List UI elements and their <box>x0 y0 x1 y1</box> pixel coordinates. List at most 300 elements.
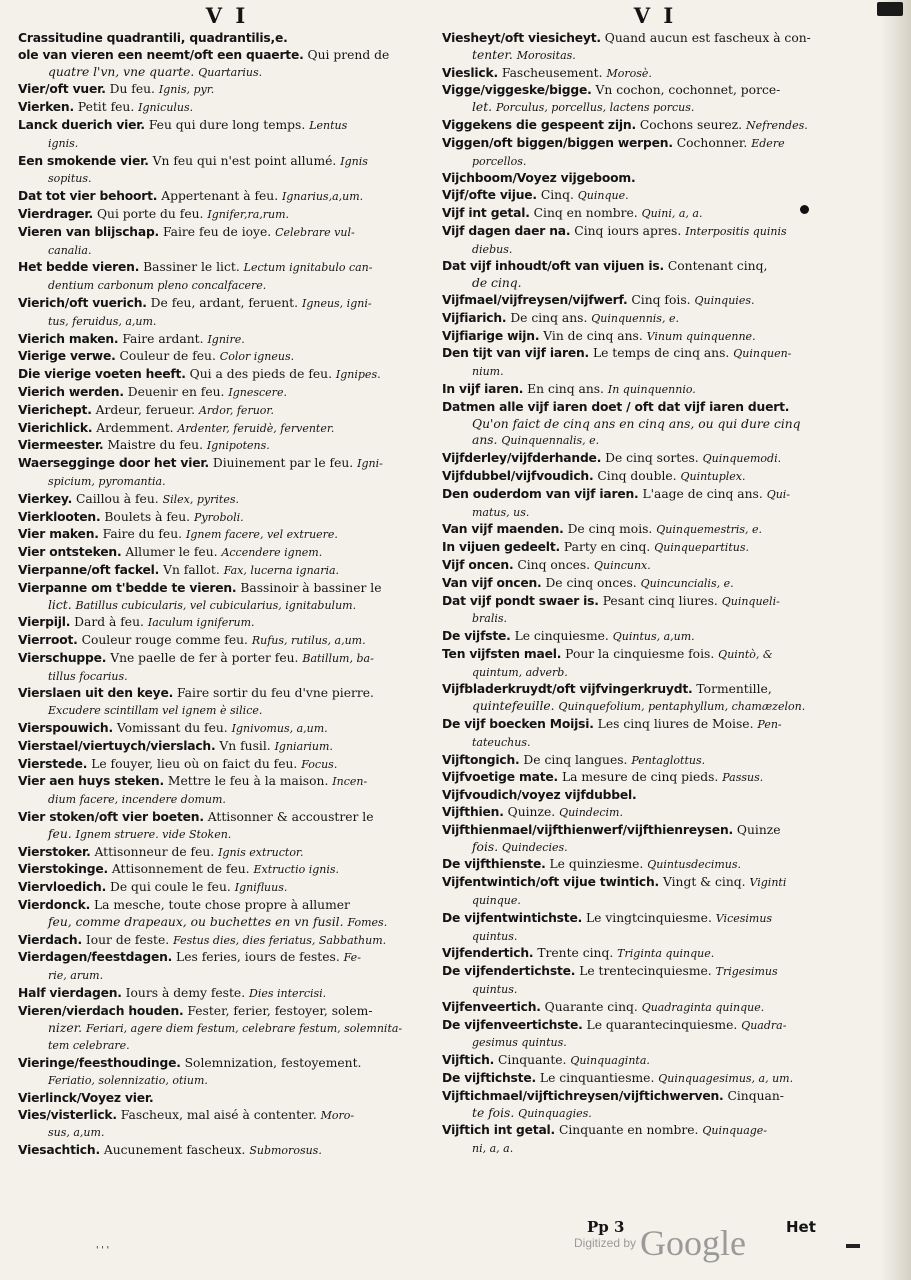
entry-french: Feu qui dure long temps. <box>148 117 306 132</box>
entry-headword: Viggekens die gespeent zijn. <box>442 117 636 132</box>
entry-latin: dium facere, incendere domum. <box>48 793 226 807</box>
entry-french: Solemnization, festoyement. <box>184 1056 362 1071</box>
entry-latin: Ignire. <box>207 332 245 346</box>
entry-continuation <box>18 791 436 809</box>
entry-headword: Vierpanne om t'bedde te vieren. <box>18 580 237 595</box>
entry-continuation <box>442 1140 868 1158</box>
entry-french: Diuinement par le feu. <box>212 456 354 471</box>
entry-french: Vn fusil. <box>219 738 271 753</box>
entry-latin: Pentaglottus. <box>631 753 706 767</box>
entry-continuation <box>442 698 868 716</box>
entry-latin: gesimus quintus. <box>472 1036 567 1050</box>
dictionary-entry <box>18 384 436 402</box>
entry-latin: Quinquies. <box>694 293 755 307</box>
dictionary-entry <box>18 224 436 242</box>
entry-latin: Pyroboli. <box>193 510 244 524</box>
entry-french: fois. <box>472 839 499 854</box>
entry-french: Vingt & cinq. <box>662 875 746 890</box>
entry-french: De cinq sortes. <box>605 451 699 466</box>
entry-french: Vn feu qui n'est point allumé. <box>152 153 337 168</box>
dictionary-entry <box>18 259 436 277</box>
entry-latin: Ignis <box>340 154 368 168</box>
entry-french: Iours à demy feste. <box>125 986 246 1001</box>
dictionary-entry <box>18 580 436 597</box>
entry-french: Le vingtcinquiesme. <box>586 910 712 925</box>
entry-latin: Fomes. <box>347 915 388 929</box>
entry-french: tenter. <box>472 47 513 62</box>
entry-latin: Ignipotens. <box>206 439 270 453</box>
entry-headword: Dat vijf inhoudt/oft van vijuen is. <box>442 259 664 274</box>
entry-headword: Van vijf oncen. <box>442 575 542 590</box>
entry-headword: Vierken. <box>18 100 74 115</box>
entry-continuation <box>18 1124 436 1142</box>
entry-continuation <box>18 1037 436 1055</box>
entry-headword: De vijfste. <box>442 629 511 644</box>
entry-headword: Vijfvoudich/voyez vijfdubbel. <box>442 788 637 803</box>
entry-headword: Vijf/ofte vijue. <box>442 188 537 203</box>
entry-latin: Trigesimus <box>715 965 778 979</box>
entry-headword: Viermeester. <box>18 438 104 453</box>
entry-latin: Quincunx. <box>594 558 651 572</box>
dictionary-entry <box>442 646 868 664</box>
entry-headword: Vier aen huys steken. <box>18 774 164 789</box>
dictionary-entry <box>18 544 436 562</box>
entry-french: Pesant cinq liures. <box>602 593 718 608</box>
dictionary-entry <box>442 187 868 205</box>
entry-french: Attisonner & accoustrer le <box>207 810 374 825</box>
entry-french: De qui coule le feu. <box>110 880 231 895</box>
entry-headword: Viesheyt/oft viesicheyt. <box>442 31 601 45</box>
entry-headword: Vierstokinge. <box>18 862 108 877</box>
entry-french: te fois. <box>472 1105 515 1120</box>
dictionary-entry <box>442 135 868 153</box>
entry-french: Pour la cinquiesme fois. <box>565 646 715 661</box>
entry-headword: Vierstoker. <box>18 844 91 859</box>
entry-continuation <box>18 242 436 260</box>
dictionary-entry <box>442 310 868 328</box>
entry-latin: Qui- <box>766 487 791 501</box>
entry-french: Cinq iours apres. <box>574 223 682 238</box>
entry-french: Quinze. <box>507 805 556 820</box>
dictionary-entry <box>442 593 868 611</box>
watermark-google: Google <box>640 1223 747 1263</box>
entry-latin: Ignescere. <box>228 385 287 399</box>
entry-latin: Passus. <box>722 771 764 785</box>
entry-headword: Vierpijl. <box>18 615 71 630</box>
dictionary-entry <box>18 402 436 420</box>
dictionary-entry <box>18 614 436 632</box>
ink-dot <box>800 205 809 214</box>
entry-latin: rie, arum. <box>48 969 104 983</box>
entry-headword: In vijuen gedeelt. <box>442 540 560 555</box>
entry-headword: Dat tot vier behoort. <box>18 189 158 204</box>
entry-continuation <box>442 839 868 857</box>
entry-latin: Quinquefolium, pentaphyllum, chamæzelon. <box>558 700 806 714</box>
dictionary-entry <box>18 1142 436 1160</box>
dictionary-entry <box>442 804 868 822</box>
entry-headword: Den tijt van vijf iaren. <box>442 346 590 361</box>
entry-latin: Extructio ignis. <box>253 863 340 877</box>
watermark-digitized-by: Digitized by <box>574 1236 637 1250</box>
left-running-header: V I <box>205 3 249 28</box>
dictionary-entry <box>18 420 436 438</box>
entry-latin: Silex, pyrites. <box>162 492 239 506</box>
entry-french: Petit feu. <box>77 100 135 115</box>
dictionary-entry <box>442 769 868 787</box>
entry-french: De feu, ardant, feruent. <box>150 295 299 310</box>
dictionary-entry <box>18 897 436 914</box>
entry-french: Caillou à feu. <box>76 491 159 506</box>
entry-french: Bassinoir à bassiner le <box>240 580 382 595</box>
entry-latin: Excudere scintillam vel ignem è silice. <box>48 704 263 718</box>
entry-french: Boulets à feu. <box>104 509 191 524</box>
entry-latin: Quinquemestris, e. <box>656 523 763 537</box>
entry-latin: quintus. <box>472 929 518 943</box>
dictionary-entry <box>18 491 436 509</box>
dictionary-entry <box>442 1122 868 1140</box>
entry-headword: Vierpanne/oft fackel. <box>18 562 160 577</box>
entry-french: Qui porte du feu. <box>96 206 204 221</box>
entry-latin: Iaculum igniferum. <box>147 616 255 630</box>
entry-headword: Die vierige voeten heeft. <box>18 367 186 382</box>
dictionary-entry <box>442 945 868 963</box>
entry-latin: Submorosus. <box>249 1144 322 1158</box>
entry-latin: Quinquage- <box>702 1124 768 1138</box>
entry-french: Le quinziesme. <box>549 857 644 872</box>
entry-continuation <box>442 892 868 910</box>
dictionary-entry <box>18 526 436 544</box>
entry-headword: Datmen alle vijf iaren doet / oft dat vijf iaren duert. <box>442 399 790 414</box>
entry-french: La mesure de cinq pieds. <box>561 770 719 785</box>
entry-french: Couleur de feu. <box>119 349 216 364</box>
entry-latin: quintum, adverb. <box>472 665 568 679</box>
entry-french: Le cinquiesme. <box>514 629 609 644</box>
entry-continuation <box>18 826 436 844</box>
entry-french: Dard à feu. <box>74 615 144 630</box>
entry-french: Vn fallot. <box>163 562 220 577</box>
entry-continuation <box>442 664 868 682</box>
dictionary-entry <box>442 381 868 399</box>
entry-latin: Morositas. <box>516 48 576 62</box>
entry-french: feu. <box>48 826 72 841</box>
entry-latin: Focus. <box>301 757 338 771</box>
dictionary-entry <box>442 450 868 468</box>
left-entry-list <box>18 30 436 1160</box>
dictionary-entry <box>442 399 868 416</box>
dictionary-entry <box>442 258 868 275</box>
entry-headword: Vijf dagen daer na. <box>442 223 571 238</box>
entry-continuation <box>18 668 436 686</box>
entry-latin: tem celebrare. <box>48 1039 130 1053</box>
dictionary-entry <box>442 170 868 187</box>
entry-latin: Quindecim. <box>559 806 623 820</box>
entry-continuation <box>18 313 436 331</box>
dictionary-entry <box>18 366 436 384</box>
entry-latin: Quinquennis, e. <box>591 311 679 325</box>
entry-latin: Moro- <box>320 1108 355 1122</box>
dictionary-entry <box>442 752 868 770</box>
entry-french: Faire sortir du feu d'vne pierre. <box>176 686 374 701</box>
dictionary-entry <box>18 188 436 206</box>
dictionary-entry <box>442 539 868 557</box>
entry-french: Ardeur, ferueur. <box>95 402 196 417</box>
dictionary-entry <box>442 345 868 363</box>
entry-headword: Vierslaen uit den keye. <box>18 686 174 701</box>
entry-latin: dentium carbonum pleno concalfacere. <box>48 279 267 293</box>
entry-latin: Color igneus. <box>219 350 295 364</box>
dictionary-entry <box>18 1003 436 1020</box>
entry-latin: Ignifluus. <box>234 881 288 895</box>
entry-headword: Waersegginge door het vier. <box>18 456 209 471</box>
entry-latin: Quinquaginta. <box>570 1054 650 1068</box>
entry-french: Fester, ferier, festoyer, solem- <box>187 1003 373 1018</box>
entry-latin: Porculus, porcellus, lactens porcus. <box>495 101 695 115</box>
entry-latin: Incen- <box>332 775 368 789</box>
entry-french: Deuenir en feu. <box>127 384 225 399</box>
dictionary-entry <box>442 910 868 928</box>
dictionary-entry <box>442 65 868 83</box>
entry-french: Allumer le feu. <box>125 545 218 560</box>
entry-latin: Ignem facere, vel extruere. <box>185 528 338 542</box>
entry-headword: Vijfenveertich. <box>442 999 541 1014</box>
entry-headword: Vijfmael/vijfreysen/vijfwerf. <box>442 292 628 307</box>
entry-french: Qu'on faict de cinq ans en cinq ans, ou qui dure cinq <box>472 416 801 431</box>
entry-headword: Vier stoken/oft vier boeten. <box>18 810 204 825</box>
entry-headword: Half vierdagen. <box>18 986 122 1001</box>
entry-latin: spicium, pyromantia. <box>48 474 166 488</box>
entry-continuation <box>442 275 868 292</box>
entry-headword: De vijftichste. <box>442 1071 536 1086</box>
entry-french: Attisonneur de feu. <box>94 844 215 859</box>
entry-latin: Feriari, agere diem festum, celebrare festum, solemnita- <box>85 1021 403 1035</box>
entry-latin: Feriatio, solennizatio, otium. <box>48 1074 208 1088</box>
entry-headword: Vijfiarige wijn. <box>442 328 540 343</box>
catchword: Het <box>786 1218 816 1236</box>
entry-latin: Igniarium. <box>274 739 333 753</box>
entry-french: Faire du feu. <box>102 527 183 542</box>
entry-french: de cinq. <box>472 276 522 291</box>
entry-headword: Vigge/viggeske/bigge. <box>442 83 592 98</box>
entry-french: De cinq langues. <box>523 752 628 767</box>
entry-headword: Ten vijfsten mael. <box>442 646 562 661</box>
entry-headword: Vijf int getal. <box>442 205 530 220</box>
entry-headword: Vierige verwe. <box>18 349 116 364</box>
entry-headword: Vierroot. <box>18 633 78 648</box>
entry-headword: Vierdrager. <box>18 206 94 221</box>
entry-latin: bralis. <box>472 612 508 626</box>
entry-french: Les feries, iours de festes. <box>176 950 340 965</box>
entry-latin: Quini, a, a. <box>641 206 703 220</box>
left-column <box>18 0 436 1160</box>
dictionary-entry <box>18 844 436 862</box>
entry-french: Iour de feste. <box>85 932 170 947</box>
dictionary-entry <box>18 932 436 950</box>
entry-continuation <box>442 47 868 65</box>
entry-french: La mesche, toute chose propre à allumer <box>94 898 350 913</box>
entry-french: Mettre le feu à la maison. <box>167 774 329 789</box>
entry-headword: Vierich werden. <box>18 384 124 399</box>
entry-headword: Viesachtich. <box>18 1143 100 1158</box>
entry-french: Trente cinq. <box>537 946 614 961</box>
entry-headword: Vijfendertich. <box>442 946 534 961</box>
entry-latin: ignis. <box>48 136 79 150</box>
entry-latin: Ignem struere. vide Stoken. <box>75 827 232 841</box>
entry-latin: Quincuncialis, e. <box>640 576 734 590</box>
entry-french: quatre l'vn, vne quarte. <box>48 64 195 79</box>
entry-headword: De vijf boecken Moijsi. <box>442 717 594 732</box>
entry-latin: Morosè. <box>606 66 652 80</box>
entry-headword: Van vijf maenden. <box>442 522 564 537</box>
entry-french: Cochons seurez. <box>639 117 743 132</box>
entry-headword: Dat vijf pondt swaer is. <box>442 593 599 608</box>
entry-french: Attisonnement de feu. <box>111 862 250 877</box>
entry-french: Le trentecinquiesme. <box>579 964 712 979</box>
dictionary-entry <box>442 874 868 892</box>
dictionary-entry <box>18 738 436 756</box>
dictionary-entry <box>442 999 868 1017</box>
dictionary-entry <box>18 720 436 738</box>
entry-french: Bassiner le lict. <box>143 260 240 275</box>
entry-latin: quinque. <box>472 894 521 908</box>
entry-latin: Igneus, igni- <box>301 296 372 310</box>
entry-headword: Vijchboom/Voyez vijgeboom. <box>442 171 636 186</box>
entry-french: Contenant cinq, <box>667 259 768 274</box>
google-watermark <box>574 1222 746 1264</box>
entry-headword: Vijftich. <box>442 1053 495 1068</box>
entry-latin: Quadra- <box>741 1018 787 1032</box>
entry-french: Le cinquantiesme. <box>539 1071 655 1086</box>
entry-continuation <box>442 153 868 171</box>
entry-french: lict. <box>48 597 72 612</box>
entry-headword: Vijfthien. <box>442 805 504 820</box>
entry-latin: tus, feruidus, a,um. <box>48 314 157 328</box>
entry-french: Aucunement fascheux. <box>103 1143 246 1158</box>
entry-french: Cinq. <box>540 188 574 203</box>
entry-latin: Quinquepartitus. <box>654 541 749 555</box>
dictionary-entry <box>442 223 868 241</box>
entry-latin: quintus. <box>472 983 518 997</box>
entry-latin: Igniculus. <box>138 101 194 115</box>
footer-marks: ' ' ' <box>96 1246 110 1256</box>
entry-latin: Lectum ignitabulo can- <box>243 261 373 275</box>
entry-latin: ni, a, a. <box>472 1142 514 1156</box>
entry-headword: Vierstede. <box>18 756 88 771</box>
dictionary-entry <box>442 1070 868 1088</box>
dictionary-entry <box>442 82 868 99</box>
dictionary-entry <box>18 773 436 791</box>
entry-latin: Quinquagesimus, a, um. <box>658 1072 794 1086</box>
entry-latin: Edere <box>751 136 785 150</box>
dictionary-entry <box>18 455 436 473</box>
dictionary-entry <box>442 628 868 646</box>
entry-french: Cinq onces. <box>517 557 591 572</box>
dictionary-entry <box>442 292 868 310</box>
entry-headword: Vierich/oft vuerich. <box>18 295 147 310</box>
entry-headword: Crassitudine quadrantili, quadrantilis,e. <box>18 31 288 45</box>
entry-french: L'aage de cinq ans. <box>642 486 763 501</box>
entry-french: Vin de cinq ans. <box>543 328 643 343</box>
entry-headword: Vierichlick. <box>18 420 93 435</box>
dictionary-entry <box>442 486 868 504</box>
entry-french: Cinq en nombre. <box>533 205 638 220</box>
entry-continuation <box>18 170 436 188</box>
entry-french: Quinze <box>736 822 781 837</box>
entry-headword: Vijftich int getal. <box>442 1123 556 1138</box>
entry-latin: sopitus. <box>48 172 92 186</box>
entry-continuation <box>442 504 868 522</box>
dictionary-entry <box>18 879 436 897</box>
entry-french: Le fouyer, lieu où on faict du feu. <box>91 756 298 771</box>
entry-headword: Vijfthienmael/vijfthienwerf/vijfthienreysen. <box>442 822 733 837</box>
entry-headword: Vijftichmael/vijftichreysen/vijftichwerven. <box>442 1088 724 1103</box>
entry-headword: Vijfvoetige mate. <box>442 770 559 785</box>
dictionary-entry <box>18 295 436 313</box>
entry-french: ans. <box>472 433 498 448</box>
entry-french: Cinquan- <box>727 1088 784 1103</box>
dictionary-entry <box>18 861 436 879</box>
entry-latin: Quintuplex. <box>680 469 746 483</box>
entry-continuation <box>442 928 868 946</box>
entry-continuation <box>18 702 436 720</box>
entry-french: nizer. <box>48 1020 83 1035</box>
entry-headword: Vier/oft vuer. <box>18 82 106 97</box>
entry-latin: Festus dies, dies feriatus, Sabbathum. <box>173 933 387 947</box>
dictionary-entry <box>18 99 436 117</box>
dictionary-entry <box>18 685 436 702</box>
entry-latin: Quintò, & <box>718 647 773 661</box>
entry-continuation <box>18 1072 436 1090</box>
entry-french: Cinq double. <box>597 468 677 483</box>
entry-headword: Vierlinck/Voyez vier. <box>18 1090 154 1105</box>
dictionary-entry <box>442 1088 868 1105</box>
entry-latin: sus, a,um. <box>48 1126 105 1140</box>
entry-headword: Lanck duerich vier. <box>18 117 145 132</box>
entry-french: Fascheusement. <box>501 65 603 80</box>
entry-latin: Lentus <box>309 118 348 132</box>
entry-headword: Vijfiarich. <box>442 310 507 325</box>
dictionary-entry <box>442 856 868 874</box>
entry-headword: Het bedde vieren. <box>18 260 140 275</box>
entry-latin: Quinqueli- <box>721 594 780 608</box>
entry-headword: Vieslick. <box>442 65 498 80</box>
corner-ink-mark <box>877 2 903 16</box>
entry-headword: Vier maken. <box>18 527 99 542</box>
dictionary-entry <box>442 787 868 804</box>
right-column <box>442 0 868 1158</box>
entry-headword: Een smokende vier. <box>18 153 149 168</box>
dictionary-entry <box>442 681 868 698</box>
entry-latin: Celebrare vul- <box>275 225 355 239</box>
entry-headword: Vijf oncen. <box>442 557 514 572</box>
entry-latin: Ardor, feruor. <box>198 403 274 417</box>
entry-continuation <box>442 981 868 999</box>
dictionary-entry <box>442 557 868 575</box>
entry-latin: porcellos. <box>472 154 527 168</box>
entry-french: Vne paelle de fer à porter feu. <box>110 650 299 665</box>
entry-headword: Vier ontsteken. <box>18 545 122 560</box>
entry-french: En cinq ans. <box>527 381 604 396</box>
entry-latin: Triginta quinque. <box>617 947 715 961</box>
dictionary-entry <box>18 650 436 668</box>
page-edge-shadow <box>881 0 911 1280</box>
dictionary-entry <box>442 575 868 593</box>
entry-french: Quand aucun est fascheux à con- <box>604 31 811 45</box>
entry-headword: In vijf iaren. <box>442 381 524 396</box>
dictionary-entry <box>18 206 436 224</box>
dictionary-entry <box>18 81 436 99</box>
entry-latin: Fe- <box>343 951 361 965</box>
entry-headword: Vies/visterlick. <box>18 1107 117 1122</box>
